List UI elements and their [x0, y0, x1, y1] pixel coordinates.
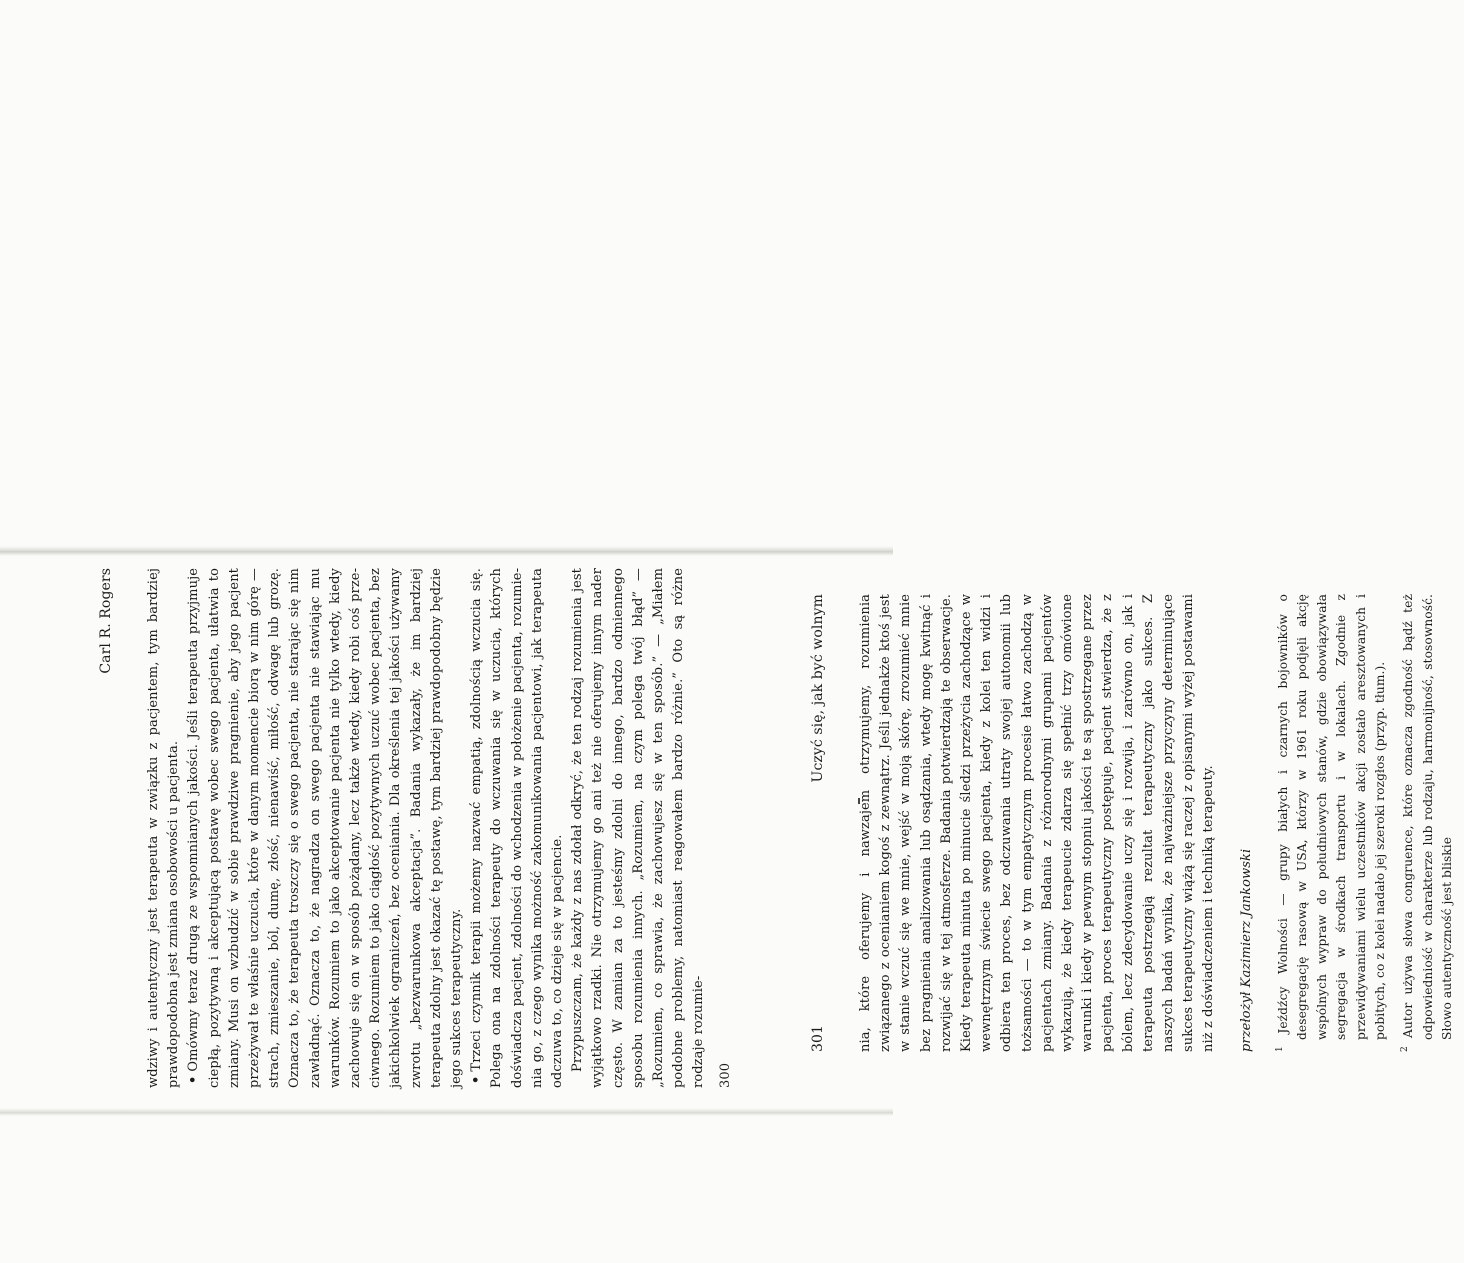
running-head-author: Carl R. Rogers [98, 568, 114, 674]
running-head-title: Uczyć się, jak być wolnym [810, 594, 826, 783]
footnote [1396, 594, 1457, 1052]
scan-fold-shadow [0, 546, 893, 556]
page-header [96, 568, 144, 1088]
page-number: 301 [810, 1024, 826, 1052]
page-number: 300 [717, 1062, 733, 1088]
footnotes [1271, 594, 1458, 1052]
paragraph-warmth [184, 568, 467, 1088]
paragraph-continuation: nia, które oferujemy i nawzajem otrzymujemy, rozumienia związanego z ocenianiem kogoś z zewnątrz. Jeśli jednakże ktoś jest w stanie wczuć się we mnie, wejść w moją skórę, zrozumieć mnie bez pragnienia analizowania lub osądzania, wtedy mogę kwitnąć i rozwijać się w tej atmosferze. Badania potwierdzają te obserwacje. Kiedy terapeuta minuta po minucie śledzi przeżycia zachodzące w wewnętrznym świecie swego pacjenta, kiedy z kolei ten widzi i odbiera ten proces, bez odczuwania utraty swojej autonomii lub tożsamości — to w tym empatycznym procesie łatwo zachodzą w pacjentach zmiany. Badania z różnorodnymi grupami pacjentów wykazują, że kiedy terapeucie zdarza się spełnić trzy omówione warunki i kiedy w pewnym stopniu jakości te są spostrzegane przez pacjenta, proces terapeutyczny postępuje, pacjent stwierdza, że z bólem, lecz zdecydowanie uczy się i rozwija, i zarówno on, jak i terapeuta postrzegają rezultat terapeutyczny jako sukces. Z naszych badań wynika, że najważniejsze przyczyny determinujące sukces terapeutyczny wiążą się raczej z opisanymi wyżej postawami niż z doświadczeniem i techniką terapeuty. [858, 594, 1217, 1052]
paragraph-warmth-text: Omówmy teraz drugą ze wspomnianych jakości. Jeśli terapeuta przyjmuje ciepłą, pozytywną i akceptującą postawę wobec swego pacjenta, ułatwia to zmiany. Musi on wzbudzić w sobie prawdziwe pragnienie, aby jego pacjent przeżywał te właśnie uczucia, które w danym momencie biorą w nim górę — strach, zmieszanie, ból, dumę, złość, nienawiść, miłość, odwagę lub grozę. Oznacza to, że terapeuta troszczy się o swego pacjenta, nie starając się nim zawładnąć. Oznacza to, że nagradza on swego pacjenta nie stawiając mu warunków. Rozumiem to jako akceptowanie pacjenta nie tylko wtedy, kiedy zachowuje się on w sposób pożądany, lecz także wtedy, kiedy robi coś przeciwnego. Rozumiem to jako ciągłość pozytywnych uczuć wobec pacjenta, bez jakichkolwiek ograniczeń, bez oceniania. Dla określenia tej jakości używamy zwrotu „bezwarunkowa akceptacja”. Badania wykazały, że im bardziej terapeuta zdolny jest okazać tę postawę, tym bardziej prawdopodobny będzie jego sukces terapeutyczny. [186, 568, 465, 1088]
footnote-text: Autor używa słowa congruence, które oznacza zgodność bądź też odpowiedniość w charakterze lub rodzaju, harmonijność, stosowność. Słowo autentyczność jest bliskie [1401, 594, 1455, 1040]
scan-fold-shadow-lower [0, 1108, 893, 1116]
translator-credit: przełożył Kazimierz Jankowski [1238, 848, 1254, 1052]
paragraph-empathy-text: Trzeci czynnik terapii możemy nazwać empatią, zdolnością wczucia się. Polega ona na zdolności terapeuty do wczuwania się w uczucia, których doświadcza pacjent, zdolności do wchodzenia w położenie pacjenta, rozumienia go, z czego wynika możność zakomunikowania pacjentowi, jak terapeuta odczuwa to, co dzieje się w pacjencie. [469, 568, 566, 1088]
page-301 [808, 594, 1464, 1052]
paragraph-empathy [467, 568, 568, 1088]
footnote-number: 1 [1274, 1046, 1285, 1052]
page-header [808, 594, 856, 1052]
paragraph-understanding: Przypuszczam, że każdy z nas zdołał odkryć, że ten rodzaj rozumienia jest wyjątkowo rzadki. Nie otrzymujemy go ani też nie oferujemy innym nader często. W zamian za to jesteśmy zdolni do innego, bardzo odmiennego sposobu rozumienia innych. „Rozumiem, na czym polega twój błąd” — „Rozumiem, co sprawia, że zachowujesz się w ten sposób.” — „Miałem podobne problemy, natomiast reagowałem bardzo różnie.” Oto są różne rodzaje rozumie- [570, 568, 707, 1088]
footnote-number: 2 [1400, 1046, 1411, 1052]
footnote-text: Jeźdźcy Wolności — grupy białych i czarnych bojowników o desegregację rasową w USA, którzy w 1961 roku podjęli akcję wspólnych wypraw do południowych stanów, gdzie obowiązywała segregacja w środkach transportu i w lokalach. Zgodnie z przewidywaniami wielu uczestników akcji zostało aresztowanych i pobitych, co z kolei nadało jej szeroki rozgłos (przyp. tłum.). [1275, 594, 1387, 1040]
page-300 [96, 568, 736, 1088]
bullet-mark: • [469, 1075, 485, 1084]
paragraph-continuation: wdziwy i autentyczny jest terapeuta w związku z pacjentem, tym bardziej prawdopodobna jest zmiana osobowości u pacjenta. [146, 568, 182, 1088]
footnote [1271, 594, 1391, 1052]
bullet-mark: • [186, 1075, 202, 1084]
